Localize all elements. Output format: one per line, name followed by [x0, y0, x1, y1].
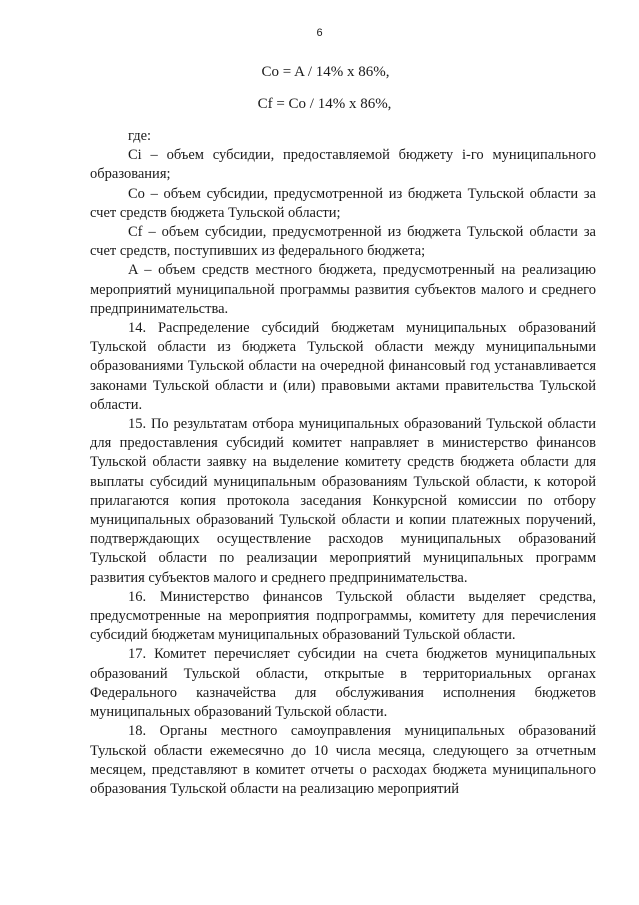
definition-cf: Cf – объем субсидии, предусмотренной из бюджета Тульской области за счет средств, поступивших из федерального бюджета;: [90, 224, 596, 260]
clause-16: 16. Министерство финансов Тульской области выделяет средства, предусмотренные на мероприятия подпрограммы, комитету для перечисления субсидий бюджетам муниципальных образований Тульской области.: [90, 588, 596, 644]
where-label: где:: [128, 128, 152, 144]
formula-co: Co = A / 14% x 86%,: [261, 64, 390, 80]
definition-a: A – объем средств местного бюджета, предусмотренный на реализацию мероприятий муниципальной программы развития субъектов малого и среднего предпринимательства.: [90, 262, 596, 317]
clause-18: 18. Органы местного самоуправления муниципальных образований Тульской области ежемесячно до 10 числа месяца, следующего за отчетным месяцем, представляют в комитет отчеты о расходах бюджета муниципального образования Тульской области на реализацию мероприятий: [90, 723, 596, 797]
formula-cf: Cf = Co / 14% x 86%,: [257, 96, 392, 112]
page-number: 6: [316, 27, 323, 39]
clause-17: 17. Комитет перечисляет субсидии на счета бюджетов муниципальных образований Тульской области, открытые в территориальных органах Федерального казначейства для обслуживания исполнения бюджетов муниципальных образований Тульской области.: [90, 646, 596, 721]
clause-15: 15. По результатам отбора муниципальных образований Тульской области для предоставления субсидий комитет направляет в министерство финансов Тульской области заявку на выделение комитету средств бюджета области для выплаты субсидий муниципальным образованиям Тульской области, к которой прилагаются копия протокола заседания Конкурсной комиссии по отбору муниципальных образований Тульской области и копии платежных поручений, подтверждающих осуществление расходов муниципальных образований Тульской области по реализации мероприятий муниципальных программ развития субъектов малого и среднего предпринимательства.: [90, 416, 596, 586]
clause-14: 14. Распределение субсидий бюджетам муниципальных образований Тульской области из бюджета Тульской области между муниципальными образованиями Тульской области на очередной финансовый год устанавливается законами Тульской области и (или) правовыми актами правительства Тульской области.: [90, 320, 596, 413]
document-body: [90, 127, 596, 799]
definition-co: Co – объем субсидии, предусмотренной из бюджета Тульской области за счет средств бюджета Тульской области;: [90, 185, 596, 221]
definition-ci: Ci – объем субсидии, предоставляемой бюджету i-го муниципального образования;: [90, 147, 596, 183]
